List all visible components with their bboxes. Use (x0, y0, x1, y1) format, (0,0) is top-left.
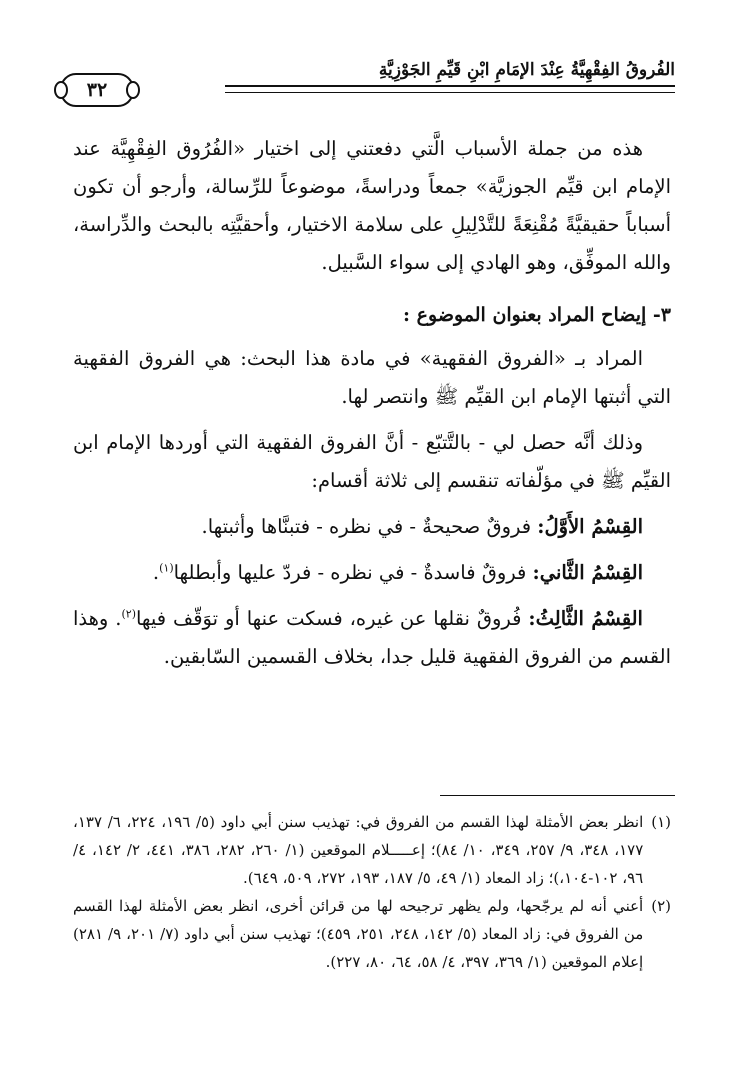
main-text (73, 130, 671, 676)
category-three-label: القِسْمُ الثَّالِثُ: (528, 607, 643, 630)
header-rule (225, 85, 675, 87)
footnote-separator (440, 795, 675, 796)
paragraph-intro: هذه من جملة الأسباب الَّتي دفعتني إلى اختيار «الفُرُوق الفِقْهِيَّة عند الإمام ابن قيِّم الجوزيَّة» جمعاً ودراسةً، موضوعاً للرِّسالة، وأرجو أن تكون أسباباً حقيقيَّةً مُقْنِعَةً للتَّدْلِيلِ على سلامة الاختيار، وأحقيَّتِه بالبحث والدِّراسة، والله الموفِّق، وهو الهادي إلى سواء السَّبيل. (73, 137, 671, 274)
footnote-ref-2[interactable]: (٢) (121, 607, 136, 621)
footnote-text: انظر بعض الأمثلة لهذا القسم من الفروق في: تهذيب سنن أبي داود (٥/ ١٩٦، ٢٢٤، ٦/ ١٣٧، ١٧٧، ٣٤٨، ٩/ ٢٥٧، ٣٤٩، ١٠/ ٨٤)؛ إعـــــلام الموقعين (١/ ٢٦٠، ٢٨٢، ٣٨٦، ٤٤١، ٢/ ١٤٢، ٤/ ٩٦، ١٠٢-١٠٤،)؛ زاد المعاد (١/ ٤٩، ٥/ ١٨٧، ١٩٣، ٢٧٢، ٥٠٩، ٦٤٩). (73, 813, 644, 887)
footnote-number: (١) (651, 813, 671, 831)
header-rule-thin (225, 92, 675, 93)
category-one-label: القِسْمُ الأَوَّلُ: (537, 515, 643, 538)
footnote-2 (73, 892, 671, 976)
page-header (60, 52, 675, 122)
category-two (73, 554, 671, 592)
category-one-text: فروقٌ صحيحةٌ - في نظره - فتبنَّاها وأثبتها. (201, 515, 532, 538)
running-title: الفُروقُ الفِقْهِيَّةُ عِنْدَ الإمَامِ ابْنِ قَيِّمِ الجَوْزِيَّةِ (378, 60, 675, 80)
footnote-text: أعني أنه لم يرجّحها، ولم يظهر ترجيحه لها من قرائن أخرى، انظر بعض الأمثلة لهذا القسم من الفروق في: زاد المعاد (٥/ ١٤٢، ٢٤٨، ٢٥١، ٤٥٩)؛ تهذيب سنن أبي داود (٧/ ٢٠١، ٩/ ٢٨١) إعلام الموقعين (١/ ٣٦٩، ٣٩٧، ٤/ ٥٨، ٦٤، ٨٠، ٢٢٧). (73, 897, 644, 971)
category-two-text: فروقٌ فاسدةٌ - في نظره - فردّ عليها وأبطلها (173, 561, 527, 584)
paragraph-definition: المراد بـ «الفروق الفقهية» في مادة هذا البحث: هي الفروق الفقهية التي أثبتها الإمام ابن القيِّم ﷺ وانتصر لها. (73, 347, 671, 408)
category-two-end: . (152, 561, 160, 584)
category-three-text: فُروقٌ نقلها عن غيره، فسكت عنها أو توَقّف فيها (135, 607, 522, 630)
page-number: ٣٢ (86, 79, 108, 101)
footnote-number: (٢) (651, 897, 671, 915)
footnotes (73, 808, 671, 976)
category-two-label: القِسْمُ الثَّاني: (532, 561, 643, 584)
footnote-1 (73, 808, 671, 892)
footnote-ref-1[interactable]: (١) (159, 561, 174, 575)
paragraph-division: وذلك أنَّه حصل لي - بالتَّتبّع - أنَّ الفروق الفقهية التي أوردها الإمام ابن القيِّم ﷺ في مؤلّفاته تنقسم إلى ثلاثة أقسام: (73, 431, 671, 492)
category-one (73, 508, 671, 546)
category-three (73, 600, 671, 676)
page-number-frame (60, 73, 134, 107)
section-heading: ٣- إيضاح المراد بعنوان الموضوع : (403, 304, 671, 326)
category-three-end: . وهذا القسم من الفروق الفقهية قليل جدا، بخلاف القسمين السّابقين. (73, 607, 671, 668)
